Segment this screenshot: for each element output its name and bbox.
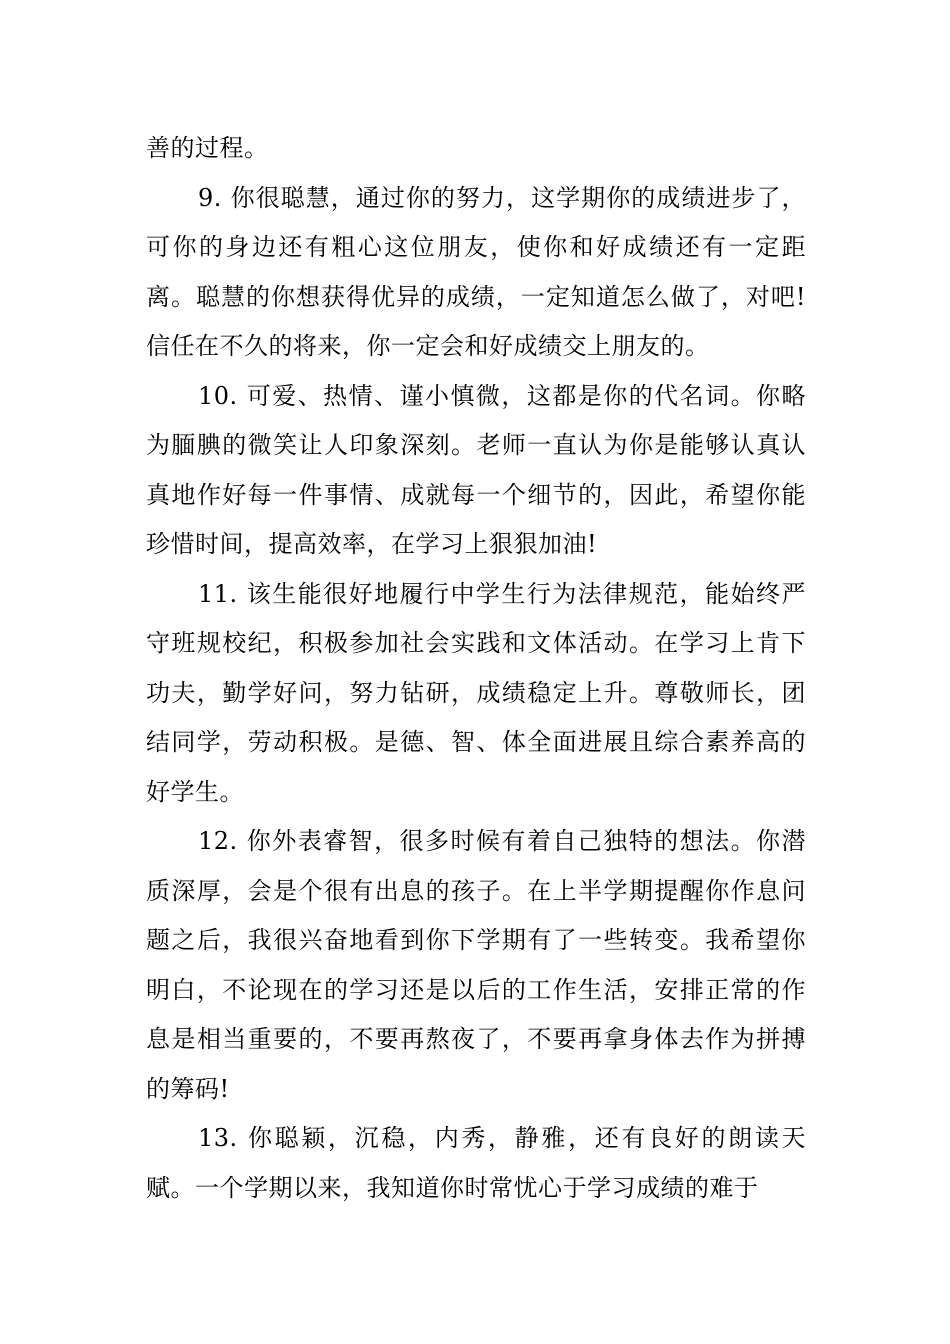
paragraph-continuation: 善的过程。 — [146, 134, 269, 162]
paragraph-comment-10: 10. 可爱、热情、谨小慎微，这都是你的代名词。你略为腼腆的微笑让人印象深刻。老师一直认为你是能够认真认真地作好每一件事情、成就每一个细节的，因此，希望你能珍惜时间，提高效率，在学习上狠狠加油! — [146, 381, 806, 558]
paragraph-comment-11: 11. 该生能很好地履行中学生行为法律规范，能始终严守班规校纪，积极参加社会实践和文体活动。在学习上肯下功夫，勤学好问，努力钻研，成绩稳定上升。尊敬师长，团结同学，劳动积极。是德、智、体全面进展且综合素养高的好学生。 — [146, 579, 806, 806]
paragraph-comment-9: 9. 你很聪慧，通过你的努力，这学期你的成绩进步了，可你的身边还有粗心这位朋友，使你和好成绩还有一定距离。聪慧的你想获得优异的成绩，一定知道怎么做了，对吧!信任在不久的将来，你一定会和好成绩交上朋友的。 — [146, 183, 806, 360]
document-body — [146, 124, 806, 1213]
paragraph-comment-12: 12. 你外表睿智，很多时候有着自己独特的想法。你潜质深厚，会是个很有出息的孩子。在上半学期提醒你作息问题之后，我很兴奋地看到你下学期有了一些转变。我希望你明白，不论现在的学习还是以后的工作生活，安排正常的作息是相当重要的，不要再熬夜了，不要再拿身体去作为拼搏的筹码! — [146, 827, 806, 1103]
paragraph-comment-13: 13. 你聪颖，沉稳，内秀，静雅，还有良好的朗读天赋。一个学期以来，我知道你时常忧心于学习成绩的难于 — [146, 1124, 806, 1202]
